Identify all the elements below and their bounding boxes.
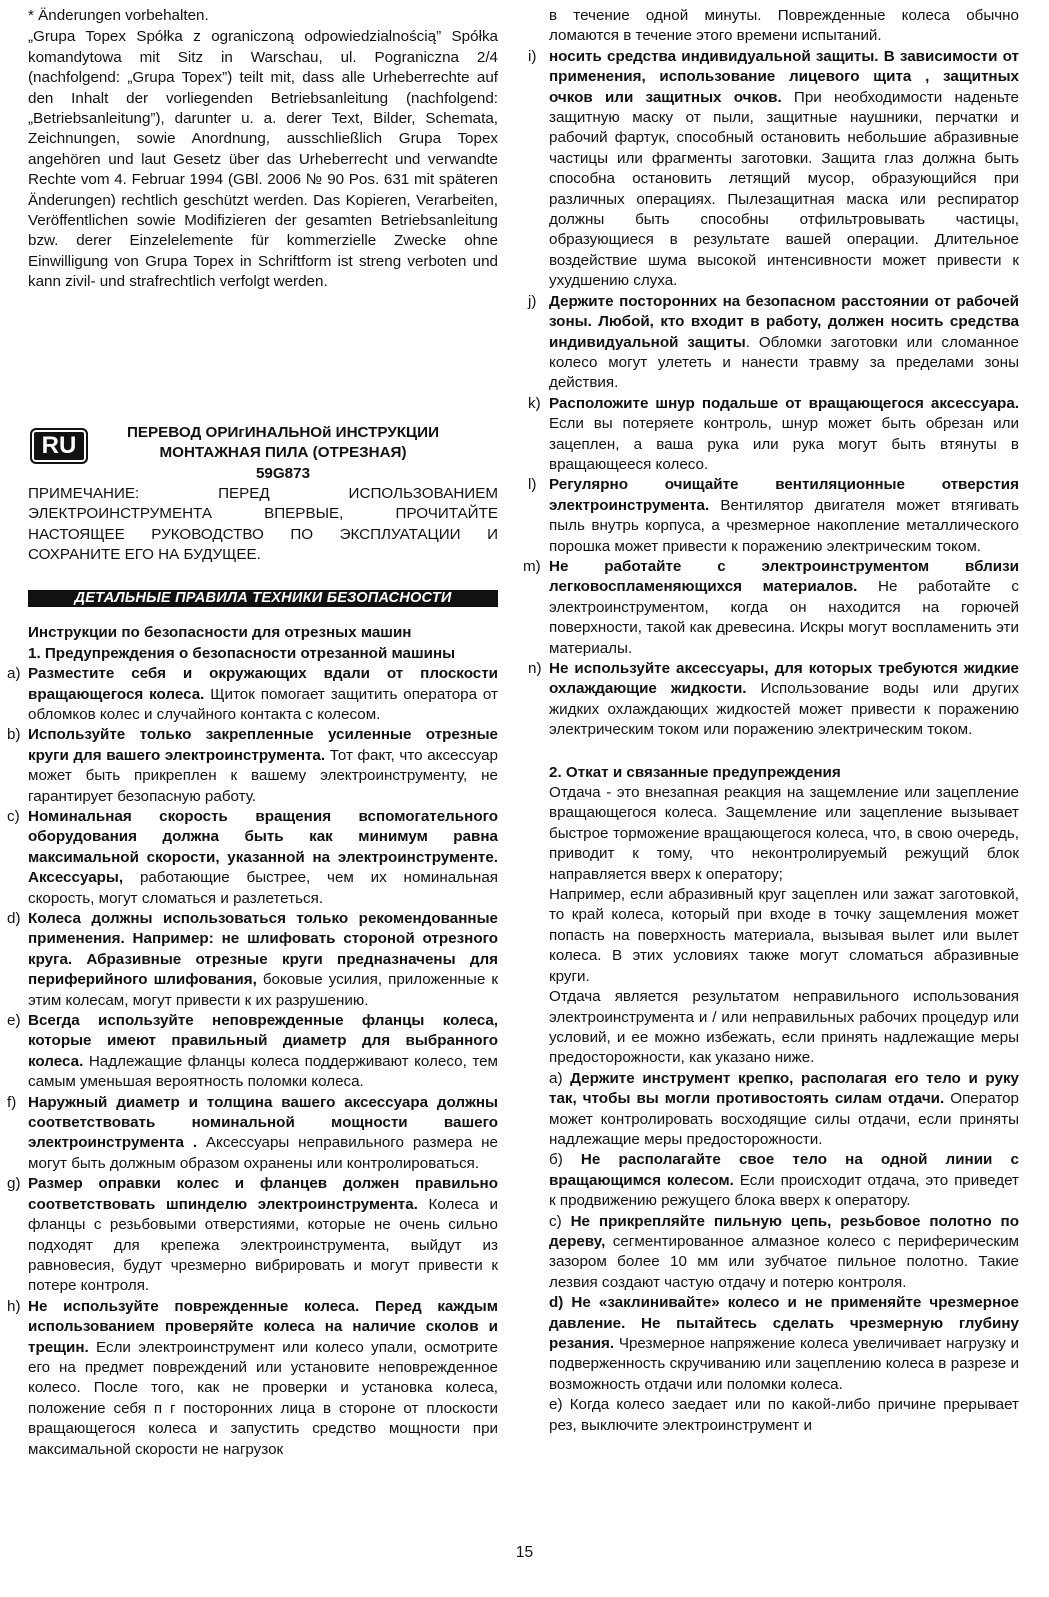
item-label: a) <box>7 665 21 683</box>
item-bold: Не используйте аксессуары, для которых требуются жидкие охлаждающие жидкости. <box>549 660 1019 698</box>
item-bold: Номинальная скорость вращения вспомогательного оборудования должна быть как минимум равна максимальной скорости, указанной на электроинструменте. Аксессуары, <box>28 807 498 887</box>
item-bold: Всегда используйте неповрежденные фланцы колеса, которые имеют правильный диаметр для выбранного колеса. <box>28 1012 498 1070</box>
product-title: МОНТАЖНАЯ ПИЛА (ОТРЕЗНАЯ) <box>159 443 407 461</box>
right-column <box>523 6 1020 1436</box>
item-label: h) <box>7 1297 21 1315</box>
item-label: m) <box>523 557 541 575</box>
item-bold: Не прикрепляйте пильную цепь, резьбовое полотно по дереву, <box>549 1212 1019 1250</box>
continued-paragraph: в течение одной минуты. Поврежденные колеса обычно ломаются в течение этого времени испытаний. <box>549 7 1019 45</box>
right-warning-list <box>523 47 1020 741</box>
warning-item <box>7 1174 499 1296</box>
kickback-paragraph-3: Отдача является результатом неправильного использования электроинструмента и / или неправильных рабочих процедур или условий, и ее можно избежать, если принять надлежащие меры предосторожности, как указано ниже. <box>549 988 1019 1067</box>
item-label: j) <box>528 292 537 310</box>
section-1-title: 1. Предупреждения о безопасности отрезанной машины <box>28 644 456 662</box>
item-label: b) <box>7 726 21 744</box>
item-label: k) <box>528 394 541 412</box>
item-bold: Держите посторонних на безопасном расстоянии от рабочей зоны. Любой, кто входит в работу, должен носить средства индивидуальной защиты <box>549 292 1019 351</box>
item-label: g) <box>7 1175 21 1193</box>
item-bold: Размер оправки колес и фланцев должен правильно соответствовать шпинделю электроинструмента. <box>28 1175 498 1213</box>
item-text: Тот факт, что аксессуар может быть прикреплен к вашему электроинструменту, не гарантирует безопасную работу. <box>28 746 498 805</box>
model-number: 59G873 <box>255 464 311 482</box>
item-text: Колеса и фланцы с резьбовыми отверстиями, которые не очень сильно подходят для крепежа электроинструмента, выйдут из равновесия, будут чрезмерно вибрировать и могут привести к потере контроля. <box>28 1195 499 1295</box>
item-text: При необходимости наденьте защитную маску от пыли, защитные наушники, перчатки и рабочий фартук, способный остановить небольшие абразивные частицы или фрагменты заготовки. Защита глаз должна быть способна остановить летящий мусор, образующийся при различных операциях. Пылезащитная маска или респиратор должны быть способны отфильтровывать частицы, образующиеся в результате вашей операции. Длительное воздействие шума высокой интенсивности может привести к ухудшению слуха. <box>549 88 1019 290</box>
item-bold: Используйте только закрепленные усиленные отрезные круги для вашего электроинструмента. <box>28 726 498 764</box>
item-text: Когда колесо заедает или по какой-либо причине прерывает рез, выключите электроинструмент и <box>549 1396 1019 1434</box>
item-label: е) <box>549 1396 570 1414</box>
item-label: n) <box>528 660 542 677</box>
item-label: l) <box>528 476 537 494</box>
item-text: . Обломки заготовки или сломанное колесо могут улететь и нанести травму за пределами зоны действия. <box>549 333 1019 392</box>
item-text: Если вы потеряете контроль, шнур может быть обрезан или зацеплен, а ваша рука или рука могут быть втянуты в вращающееся колесо. <box>549 415 1019 473</box>
ru-language-badge: RU <box>30 428 88 464</box>
left-warning-list <box>7 664 499 1460</box>
translation-title: ПЕРЕВОД ОРИгИНАЛЬНОй ИНСТРУКЦИИ <box>126 423 439 441</box>
item-bold: носить средства индивидуальной защиты. В зависимости от применения, использование лицевого щита , защитных очков или защитных очков. <box>549 47 1019 106</box>
warning-item <box>7 1093 498 1175</box>
item-bold: Держите инструмент крепко, располагая его тело и руку так, чтобы вы могли противостоять силам отдачи. <box>549 1069 1020 1108</box>
russian-header <box>28 423 498 467</box>
changes-note: * Änderungen vorbehalten. <box>28 7 209 24</box>
warning-item <box>528 475 1019 557</box>
item-label: i) <box>528 47 537 65</box>
kickback-item <box>549 1293 1019 1395</box>
item-text: Если электроинструмент или колесо упали, осмотрите его на предмет повреждений или установите неповрежденное колесо. После того, как не проверки и установка колеса, положение себя п г посторонних лица в стороне от плоскости вращающегося колеса и запустить средство мощности при максимальной скорости не нагрузок <box>28 1338 498 1458</box>
item-bold: Колеса должны использоваться только рекомендованные применения. Например: не шлифовать стороной отрезного круга. Абразивные отрезные круги предназначены для периферийного шлифования, <box>28 910 498 989</box>
item-label: c) <box>549 1212 571 1230</box>
warning-item <box>7 1297 498 1460</box>
item-text: сегментированное алмазное колесо с периферическим зазором более 10 мм или зубчатое пильное полотно. Такие лезвия создают частую отдачу и потерю контроля. <box>549 1232 1019 1291</box>
item-bold: Расположите шнур подальше от вращающегося аксессуара. <box>549 394 1019 412</box>
section-2-title: 2. Откат и связанные предупреждения <box>549 763 841 781</box>
item-text: Не работайте с электроинструментом, когда он находится на горючей поверхности, такой как древесина. Искры могут воспламенить эти материалы. <box>549 578 1020 657</box>
kickback-item <box>549 1212 1019 1294</box>
item-bold: Не располагайте свое тело на одной линии с вращающимся колесом. <box>549 1151 1019 1189</box>
warning-item <box>528 47 1019 292</box>
item-text: Щиток помогает защитить оператора от обломков колес и случайного контакта с колесом. <box>28 685 498 723</box>
kickback-item <box>549 1069 1019 1151</box>
warning-item <box>528 292 1019 394</box>
item-text: Если происходит отдача, это приведет к продвижению режущего блока вверх к оператору. <box>549 1171 1020 1210</box>
item-text: работающие быстрее, чем их номинальная скорость, могут сломаться и разлететься. <box>28 869 498 907</box>
item-bold: Регулярно очищайте вентиляционные отверстия электроинструмента. <box>549 476 1019 514</box>
primechanie-note: ПРИМЕЧАНИЕ: ПЕРЕД ИСПОЛЬЗОВАНИЕМ ЭЛЕКТРОИНСТРУМЕНТА ВПЕРВЫЕ, ПРОЧИТАЙТЕ НАСТОЯЩЕЕ РУКОВОДСТВО ПО ЭКСПЛУАТАЦИИ И СОХРАНИТЕ ЕГО НА БУДУЩЕЕ. <box>28 484 498 563</box>
item-label: d) <box>7 910 21 927</box>
item-bold: Не «заклинивайте» колесо и не применяйте чрезмерное давление. Не пытайтесь сделать чрезмерную глубину резания. <box>549 1294 1019 1352</box>
warning-item <box>528 659 1019 741</box>
item-bold: Разместите себя и окружающих вдали от плоскости вращающегося колеса. <box>28 665 498 703</box>
item-text: боковые усилия, приложенные к этим колесам, могут привести к их разрушению. <box>28 971 498 1009</box>
safety-section-bar: ДЕТАЛЬНЫЕ ПРАВИЛА ТЕХНИКИ БЕЗОПАСНОСТИ <box>28 590 498 607</box>
warning-item <box>7 664 498 725</box>
item-bold: Наружный диаметр и толщина вашего аксессуара должны соответствовать номинальной мощности вашего электроинструмента . <box>28 1093 498 1152</box>
item-label: d) <box>549 1294 572 1312</box>
kickback-item <box>549 1395 1019 1436</box>
warning-item <box>7 807 498 909</box>
item-text: Оператор может контролировать восходящие силы отдачи, если приняты надлежащие меры предосторожности. <box>549 1090 1019 1148</box>
item-text: Вентилятор двигателя может втягивать пыль внутрь корпуса, а чрезмерное накопление металлического порошка может привести к поражению электрическим током. <box>549 496 1019 555</box>
item-text: Аксессуары неправильного размера не могут быть должным образом охранены или контролироваться. <box>28 1134 498 1172</box>
page-number: 15 <box>515 1544 534 1561</box>
kickback-paragraph-2: Например, если абразивный круг зацеплен или зажат заготовкой, то край колеса, который при входе в точку защемления может попасть на поверхность материала, вызывая вылет или вылет колеса. В этих условиях также могут сломаться абразивные круги. <box>549 886 1019 985</box>
warning-item <box>7 1011 498 1093</box>
warning-item <box>528 394 1019 476</box>
kickback-list <box>549 1069 1019 1436</box>
warning-item <box>7 909 498 1011</box>
left-column <box>7 6 499 1460</box>
item-label: f) <box>7 1093 17 1111</box>
item-label: c) <box>7 807 20 825</box>
kickback-paragraph-1: Отдача - это внезапная реакция на защемление или зацепление вращающегося колеса. Защемление или зацепление вызывает быстрое торможение вращающегося колеса, что, в свою очередь, приводит к тому, что неконтролируемый режущий блок направляется вверх к оператору; <box>549 784 1019 883</box>
item-label: б) <box>549 1151 581 1169</box>
item-text: Использование воды или других жидких охлаждающих жидкостей может привести к поражению электрическим током или поражению электрическим током. <box>549 680 1019 739</box>
item-label: а) <box>549 1069 571 1087</box>
kickback-item <box>549 1150 1019 1211</box>
item-label: e) <box>7 1012 21 1030</box>
cutoff-safety-subtitle: Инструкции по безопасности для отрезных машин <box>28 624 412 642</box>
item-bold: Не используйте поврежденные колеса. Перед каждым использованием проверяйте колеса на наличие сколов и трещин. <box>28 1297 498 1356</box>
item-text: Надлежащие фланцы колеса поддерживают колесо, тем самым уменьшая вероятность поломки колеса. <box>28 1052 498 1091</box>
copyright-paragraph: „Grupa Topex Spółka z ograniczoną odpowiedzialnością” Spółka komandytowa mit Sitz in Warschau, ul. Pograniczna 2/4 (nachfolgend: „Grupa Topex”) teilt mit, dass alle Urheberrechte auf den Inhalt der vorliegenden Betriebsanleitung (nachfolgend: „Betriebsanleitung”), darunter u. a. derer Text, Bilder, Schemata, Zeichnungen, sowie Anordnung, ausschließlich Grupa Topex angehören und laut Gesetz über das Urheberrecht und verwandte Rechte vom 4. Februar 1994 (GBl. 2006 № 90 Pos. 631 mit späteren Änderungen) rechtlich geschützt werden. Das Kopieren, Verarbeiten, Veröffentlichen sowie Modifizieren der gesamten Betriebsanleitung bzw. derer Einzelelemente für kommerzielle Zwecke ohne Einwilligung von Grupa Topex in Schriftform ist streng verboten und kann zivil- und strafrechtlich verfolgt werden. <box>28 28 498 291</box>
item-bold: Не работайте с электроинструментом вблизи легковоспламеняющихся материалов. <box>549 557 1019 596</box>
warning-item <box>7 725 498 807</box>
warning-item <box>523 557 1020 659</box>
item-text: Чрезмерное напряжение колеса увеличивает нагрузку и подверженность скручиванию или зацеплению колеса в разрезе и возможность отдачи или поломки колеса. <box>549 1335 1019 1393</box>
